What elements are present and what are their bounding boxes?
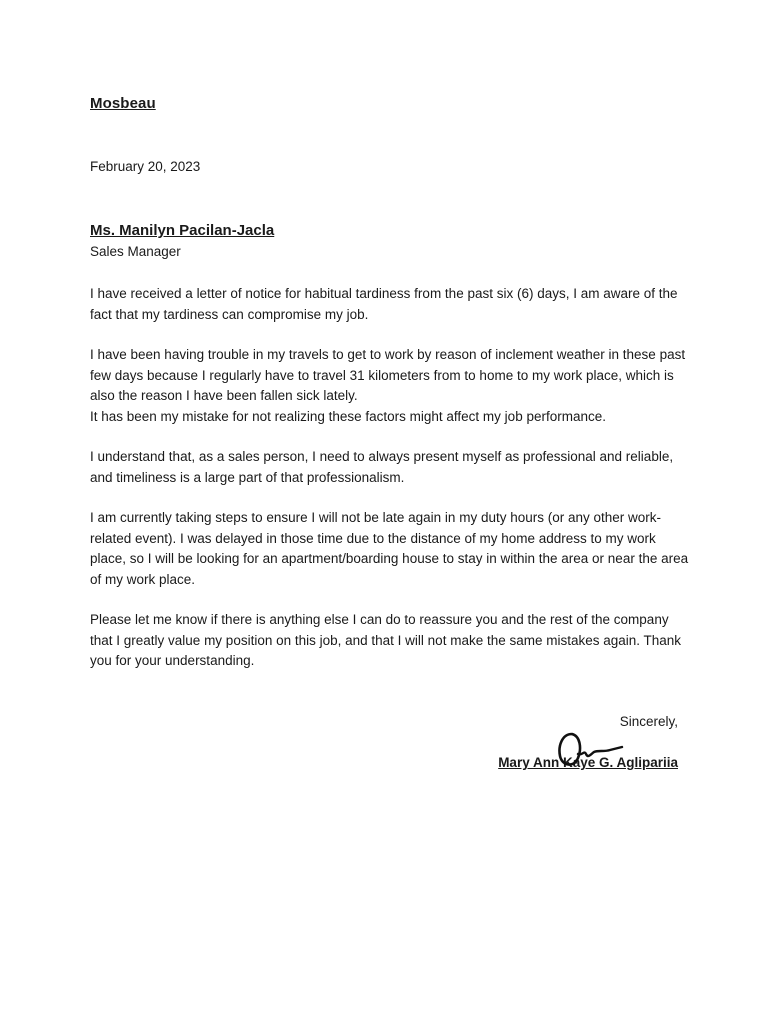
company-name: Mosbeau bbox=[90, 95, 156, 112]
body-paragraph-mistake-text: It has been my mistake for not realizing these factors might affect my job performance. bbox=[90, 408, 606, 424]
body-paragraph-travel-text: I have been having trouble in my travels to get to work by reason of inclement weather in these past few days because I regularly have to travel 31 kilometers from to home to my work place, which is also the reason I have been fallen sick lately. bbox=[90, 347, 686, 403]
signer-name: Mary Ann Kaye G. Aglipariia bbox=[498, 755, 678, 770]
closing-salutation: Sincerely, bbox=[619, 714, 678, 729]
body-paragraph-travel bbox=[90, 345, 690, 427]
body-paragraph-notice: I have received a letter of notice for habitual tardiness from the past six (6) days, I am aware of the fact that my tardiness can compromise my job. bbox=[90, 286, 678, 322]
handwritten-signature-icon bbox=[554, 726, 626, 772]
recipient-title: Sales Manager bbox=[90, 244, 181, 259]
body-paragraph-steps: I am currently taking steps to ensure I will not be late again in my duty hours (or any other work-related event). I was delayed in those time due to the distance of my home address to my work place, so I will be looking for an apartment/boarding house to stay in within the area or near the area of my work place. bbox=[90, 510, 689, 587]
body-paragraph-professionalism: I understand that, as a sales person, I need to always present myself as professional and reliable, and timeliness is a large part of that professionalism. bbox=[90, 449, 674, 485]
body-paragraph-closing-remarks: Please let me know if there is anything else I can do to reassure you and the rest of the company that I greatly value my position on this job, and that I will not make the same mistakes again. Thank you for your understanding. bbox=[90, 612, 682, 668]
letter-date: February 20, 2023 bbox=[90, 159, 201, 174]
recipient-name: Ms. Manilyn Pacilan-Jacla bbox=[90, 222, 275, 239]
